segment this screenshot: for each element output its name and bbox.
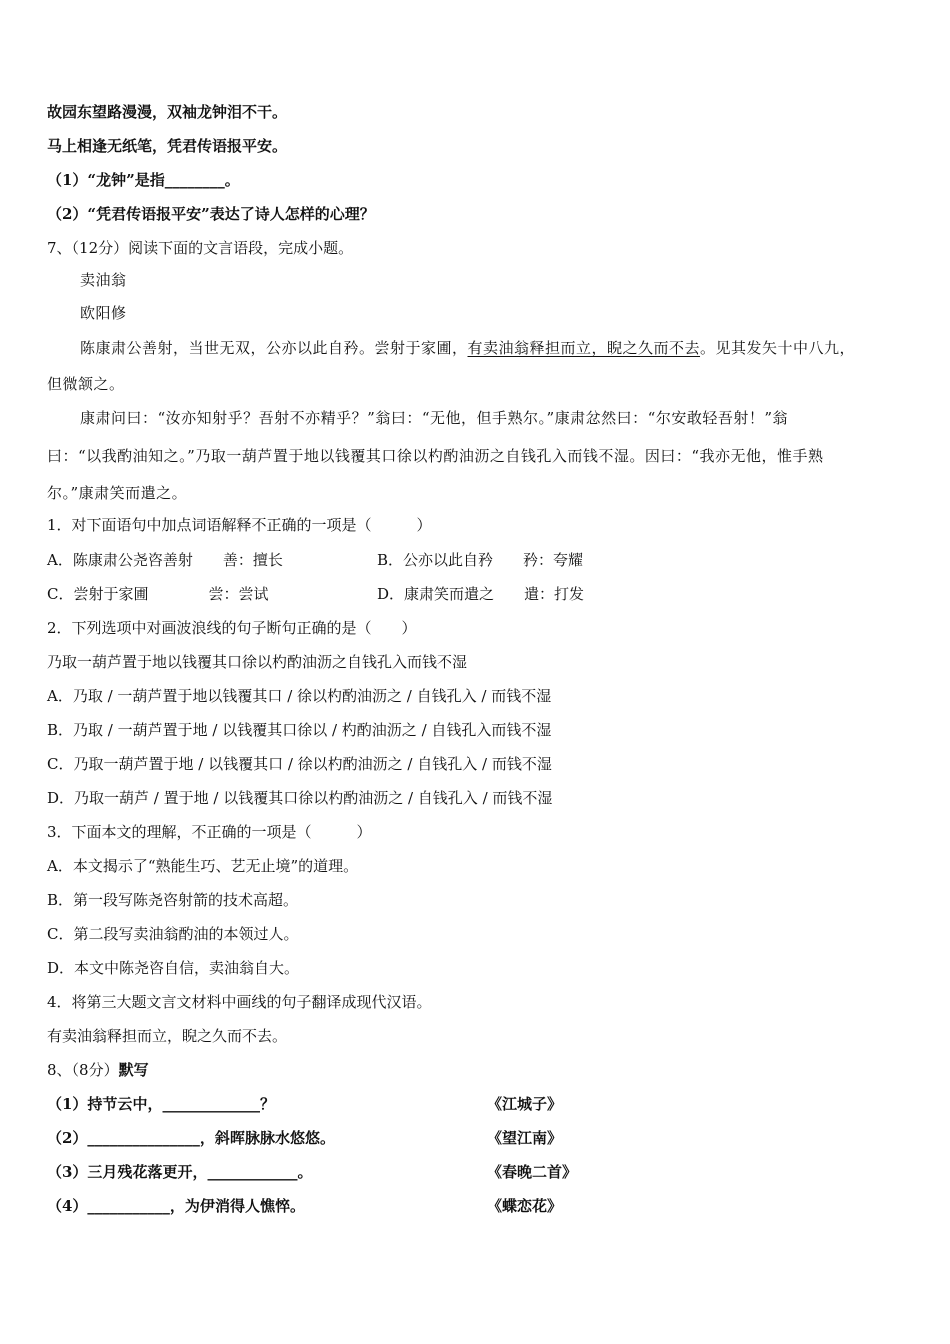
- q8-item-source: 《望江南》: [487, 1129, 563, 1147]
- q8-heading-title: 默写: [118, 1061, 149, 1079]
- q7-sub4-sentence: 有卖油翁释担而立，睨之久而不去。: [47, 1027, 288, 1045]
- q7-sub3-option-a: A．本文揭示了“熟能生巧、艺无止境”的道理。: [47, 857, 359, 875]
- q8-item-text: （2）_______________，斜晖脉脉水悠悠。: [47, 1129, 335, 1147]
- q7-sub3-stem: 3．下面本文的理解，不正确的一项是（ ）: [47, 823, 372, 841]
- q7-sub2-stem: 2．下列选项中对画波浪线的句子断句正确的是（ ）: [47, 619, 417, 637]
- q7-sub1-stem: 1．对下面语句中加点词语解释不正确的一项是（ ）: [47, 516, 432, 534]
- q8-item-source: 《春晚二首》: [487, 1163, 578, 1181]
- passage-p1-before: 陈康肃公善射，当世无双，公亦以此自矜。尝射于家圃，: [80, 339, 468, 357]
- poem-line-1: 故园东望路漫漫，双袖龙钟泪不干。: [47, 103, 288, 121]
- poem-line-2: 马上相逢无纸笔，凭君传语报平安。: [47, 137, 288, 155]
- q7-heading: 7、（12分）阅读下面的文言语段，完成小题。: [47, 239, 354, 257]
- q8-heading-prefix: 8、（8分）: [47, 1061, 119, 1079]
- q8-item-text: （4）___________，为伊消得人憔悴。: [47, 1197, 305, 1215]
- q8-item-source: 《江城子》: [487, 1095, 563, 1113]
- passage-underlined-sentence: 有卖油翁释担而立，睨之久而不去: [467, 339, 701, 357]
- q8-item: [47, 1094, 607, 1114]
- passage-p2-line2: 曰：“以我酌油知之。”乃取一葫芦置于地以钱覆其口徐以杓酌油沥之自钱孔入而钱不湿。因曰：“我亦无他，惟手熟: [47, 447, 824, 465]
- q7-sub1-option-c: C．尝射于家圃 尝：尝试: [47, 585, 269, 603]
- q7-sub1-option-b: B．公亦以此自矜 矜：夸耀: [377, 551, 584, 569]
- passage-p1-after: 。见其发矢十中八九，: [700, 339, 856, 357]
- q8-item: [47, 1196, 607, 1216]
- q8-heading: [47, 1060, 149, 1080]
- passage-author: 欧阳修: [80, 304, 127, 322]
- passage-p1-line2: 但微颔之。: [47, 375, 125, 393]
- q7-sub3-option-c: C．第二段写卖油翁酌油的本领过人。: [47, 925, 299, 943]
- q6-part-1: （1）“龙钟”是指________。: [47, 171, 240, 189]
- q7-sub4-stem: 4．将第三大题文言文材料中画线的句子翻译成现代汉语。: [47, 993, 432, 1011]
- passage-p2-line1: 康肃问曰：“汝亦知射乎？吾射不亦精乎？”翁曰：“无他，但手熟尔。”康肃忿然曰：“尔安敢轻吾射！”翁: [80, 409, 789, 427]
- q8-item-text: （3）三月残花落更开，____________。: [47, 1163, 313, 1181]
- q8-item-source: 《蝶恋花》: [487, 1197, 563, 1215]
- passage-p2-line3: 尔。”康肃笑而遣之。: [47, 484, 188, 502]
- q7-sub1-option-d: D．康肃笑而遣之 遣：打发: [377, 585, 585, 603]
- q8-item-text: （1）持节云中，_____________？: [47, 1095, 275, 1113]
- q7-sub3-option-b: B．第一段写陈尧咨射箭的技术高超。: [47, 891, 299, 909]
- q7-sub2-option-a: A．乃取 / 一葫芦置于地以钱覆其口 / 徐以杓酌油沥之 / 自钱孔入 / 而钱不湿: [47, 687, 552, 705]
- q7-sub2-option-b: B．乃取 / 一葫芦置于地 / 以钱覆其口徐以 / 杓酌油沥之 / 自钱孔入而钱不湿: [47, 721, 552, 739]
- passage-p1-line1: [80, 338, 855, 358]
- q7-sub2-option-c: C．乃取一葫芦置于地 / 以钱覆其口 / 徐以杓酌油沥之 / 自钱孔入 / 而钱不湿: [47, 755, 552, 773]
- q7-sub2-option-d: D．乃取一葫芦 / 置于地 / 以钱覆其口徐以杓酌油沥之 / 自钱孔入 / 而钱不湿: [47, 789, 553, 807]
- q6-part-2: （2）“凭君传语报平安”表达了诗人怎样的心理？: [47, 205, 375, 223]
- q7-sub3-option-d: D．本文中陈尧咨自信，卖油翁自大。: [47, 959, 300, 977]
- q7-sub1-option-a: A．陈康肃公尧咨善射 善：擅长: [47, 551, 283, 569]
- q7-sub2-sentence: 乃取一葫芦置于地以钱覆其口徐以杓酌油沥之自钱孔入而钱不湿: [47, 653, 468, 671]
- q8-item: [47, 1162, 607, 1182]
- passage-title: 卖油翁: [80, 271, 127, 289]
- q8-item: [47, 1128, 607, 1148]
